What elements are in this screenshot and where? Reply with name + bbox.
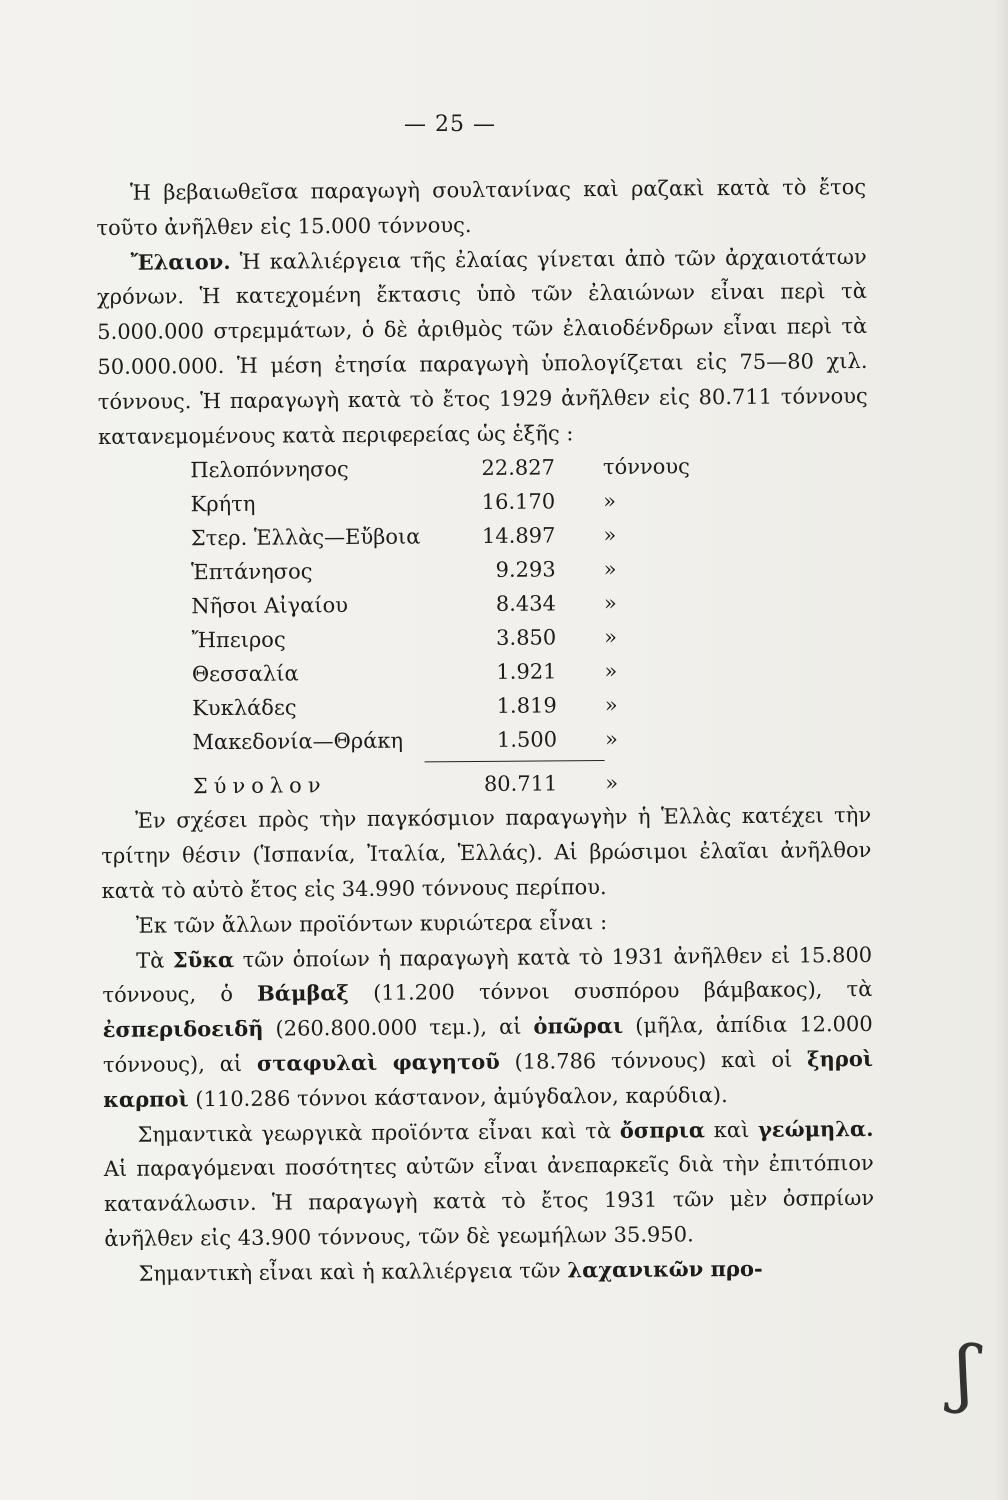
- region-value: 1.500: [496, 727, 558, 753]
- region-name: Πελοπόννησος: [190, 457, 349, 483]
- region-value: 3.850: [496, 625, 557, 651]
- total-unit: »: [605, 771, 619, 796]
- total-label: Σύνολον: [192, 773, 327, 799]
- legumes-term: ὄσπρια: [619, 1116, 706, 1143]
- region-name: Κρήτη: [190, 492, 256, 517]
- table-row: [190, 449, 730, 487]
- table-row: [192, 687, 732, 725]
- olive-production-table: [190, 449, 733, 803]
- region-unit: »: [603, 523, 617, 548]
- potatoes-term: γεώμηλα.: [757, 1115, 874, 1142]
- figs-term: Σῦκα: [172, 946, 235, 972]
- table-row: [190, 483, 730, 521]
- products-paragraph: [102, 937, 873, 1117]
- sum-rule: [425, 760, 605, 762]
- text-span: (260.800.000 τεμ.), αἱ: [275, 1014, 522, 1041]
- table-row: [192, 653, 732, 691]
- page-number: — 25 —: [404, 112, 496, 137]
- region-value: 16.170: [481, 489, 556, 515]
- text-span: (18.786 τόννους) καὶ οἱ: [514, 1047, 793, 1074]
- region-value: 8.434: [495, 591, 557, 617]
- region-name: Στερ. Ἑλλὰς—Εὔβοια: [190, 524, 421, 551]
- olive-text: Ἡ καλλιέργεια τῆς ἐλαίας γίνεται ἀπὸ τῶν ἀρχαιοτάτων χρόνων. Ἡ κατεχομένη ἔκτασις ὑπὸ τῶν ἐλαιώνων εἶναι περὶ τὰ 5.000.000 στρεμμάτων, ὁ δὲ ἀριθμὸς τῶν ἐλαιοδένδρων εἶναι περὶ τὰ 50.000.000. Ἡ μέση ἐτησία παραγωγὴ ὑπολογίζεται εἰς 75—80 χιλ. τόννους. Ἡ παραγωγὴ κατὰ τὸ ἔτος 1929 ἀνῆλθεν εἰς 80.711 τόννους κατανεμομένους κατὰ περιφερείας ὡς ἑξῆς :: [96, 244, 868, 449]
- other-products-intro: Ἐκ τῶν ἄλλων προϊόντων κυριώτερα εἶναι :: [135, 909, 608, 938]
- region-name: Μακεδονία—Θράκη: [192, 728, 404, 755]
- text-span: Τὰ: [136, 948, 165, 973]
- table-row: [191, 517, 731, 555]
- region-name: Νῆσοι Αἰγαίου: [191, 593, 349, 619]
- region-value: 9.293: [495, 557, 556, 583]
- text-span: καὶ: [713, 1117, 750, 1142]
- olive-heading: Ἔλαιον.: [130, 248, 231, 275]
- text-span: (110.286 τόννοι κάστανον, ἀμύγδαλον, καρύδια).: [195, 1082, 728, 1111]
- vegetables-term: λαχανικῶν προ-: [567, 1255, 763, 1283]
- region-value: 1.921: [496, 659, 557, 685]
- region-unit: »: [603, 489, 617, 514]
- citrus-term: ἐσπεριδοειδῆ: [102, 1015, 264, 1043]
- text-span: Σημαντικὰ γεωργικὰ προϊόντα εἶναι καὶ τὰ: [137, 1118, 612, 1147]
- table-total-row: [193, 765, 733, 803]
- region-name: Ἤπειρος: [191, 627, 286, 653]
- raisin-paragraph: Ἡ βεβαιωθεῖσα παραγωγὴ σουλτανίνας καὶ ραζακὶ κατὰ τὸ ἔτος τοῦτο ἀνῆλθεν εἰς 15.000 τόννους.: [96, 174, 867, 240]
- table-row: [192, 721, 732, 759]
- text-span: τῶν ὁποίων ἡ παραγωγὴ κατὰ τὸ 1931 ἀνῆλθεν εἰ 15.800 τόννους, ὁ: [102, 942, 873, 1008]
- olive-paragraph: [97, 240, 869, 455]
- table-row: [191, 585, 731, 623]
- legumes-paragraph: [103, 1111, 874, 1256]
- world-production-paragraph: Ἐν σχέσει πρὸς τὴν παγκόσμιον παραγωγὴν ἡ Ἑλλὰς κατέχει τὴν τρίτην θέσιν (Ἱσπανία, Ἰταλία, Ἑλλάς). Αἱ βρώσιμοι ἐλαῖαι ἀνῆλθον κατὰ τὸ αὐτὸ ἔτος εἰς 34.990 τόννους περίπου.: [101, 803, 872, 903]
- margin-pencil-mark: ʃ: [950, 1329, 980, 1417]
- region-unit: »: [604, 659, 618, 684]
- region-unit: »: [603, 591, 617, 616]
- text-span: (μῆλα, ἀπίδια 12.000 τόννους), αἱ: [102, 1012, 873, 1077]
- page-edge-shadow: [994, 0, 1008, 1500]
- region-value: 14.897: [481, 523, 556, 549]
- fruits-term: ὀπῶραι: [533, 1013, 624, 1039]
- text-span: (11.200 τόννοι συσπόρου βάμβακος), τὰ: [373, 977, 873, 1006]
- region-name: Θεσσαλία: [191, 661, 299, 687]
- region-unit: »: [603, 557, 617, 582]
- table-row: [192, 619, 732, 657]
- nuts-term: ξηροὶ καρποὶ: [103, 1045, 874, 1112]
- region-name: Ἑπτάνησος: [191, 559, 313, 585]
- region-value: 1.819: [496, 693, 557, 719]
- cotton-term: Βάμβαξ: [257, 980, 350, 1007]
- region-unit: »: [604, 693, 618, 718]
- text-span: Αἱ παραγόμεναι ποσότητες αὐτῶν εἶναι ἀνεπαρκεῖς διὰ τὴν ἐπιτόπιον κατανάλωσιν. Ἡ παραγωγὴ κατὰ τὸ ἔτος 1931 τῶν μὲν ὀσπρίων ἀνῆλθεν εἰς 43.900 τόννους, τῶν δὲ γεωμήλων 35.950.: [103, 1151, 875, 1251]
- region-unit: »: [604, 625, 618, 650]
- page-body: [96, 170, 875, 1292]
- region-name: Κυκλάδες: [192, 695, 297, 721]
- text-span: Σημαντικὴ εἶναι καὶ ἡ καλλιέργεια τῶν: [138, 1258, 561, 1286]
- total-value: 80.711: [483, 771, 558, 797]
- grapes-term: σταφυλαὶ φαγητοῦ: [256, 1048, 500, 1076]
- vegetables-line: [104, 1251, 874, 1292]
- region-unit: »: [604, 727, 618, 752]
- region-value: 22.827: [481, 455, 555, 481]
- table-row: [191, 551, 731, 589]
- region-unit: τόννους: [602, 454, 690, 480]
